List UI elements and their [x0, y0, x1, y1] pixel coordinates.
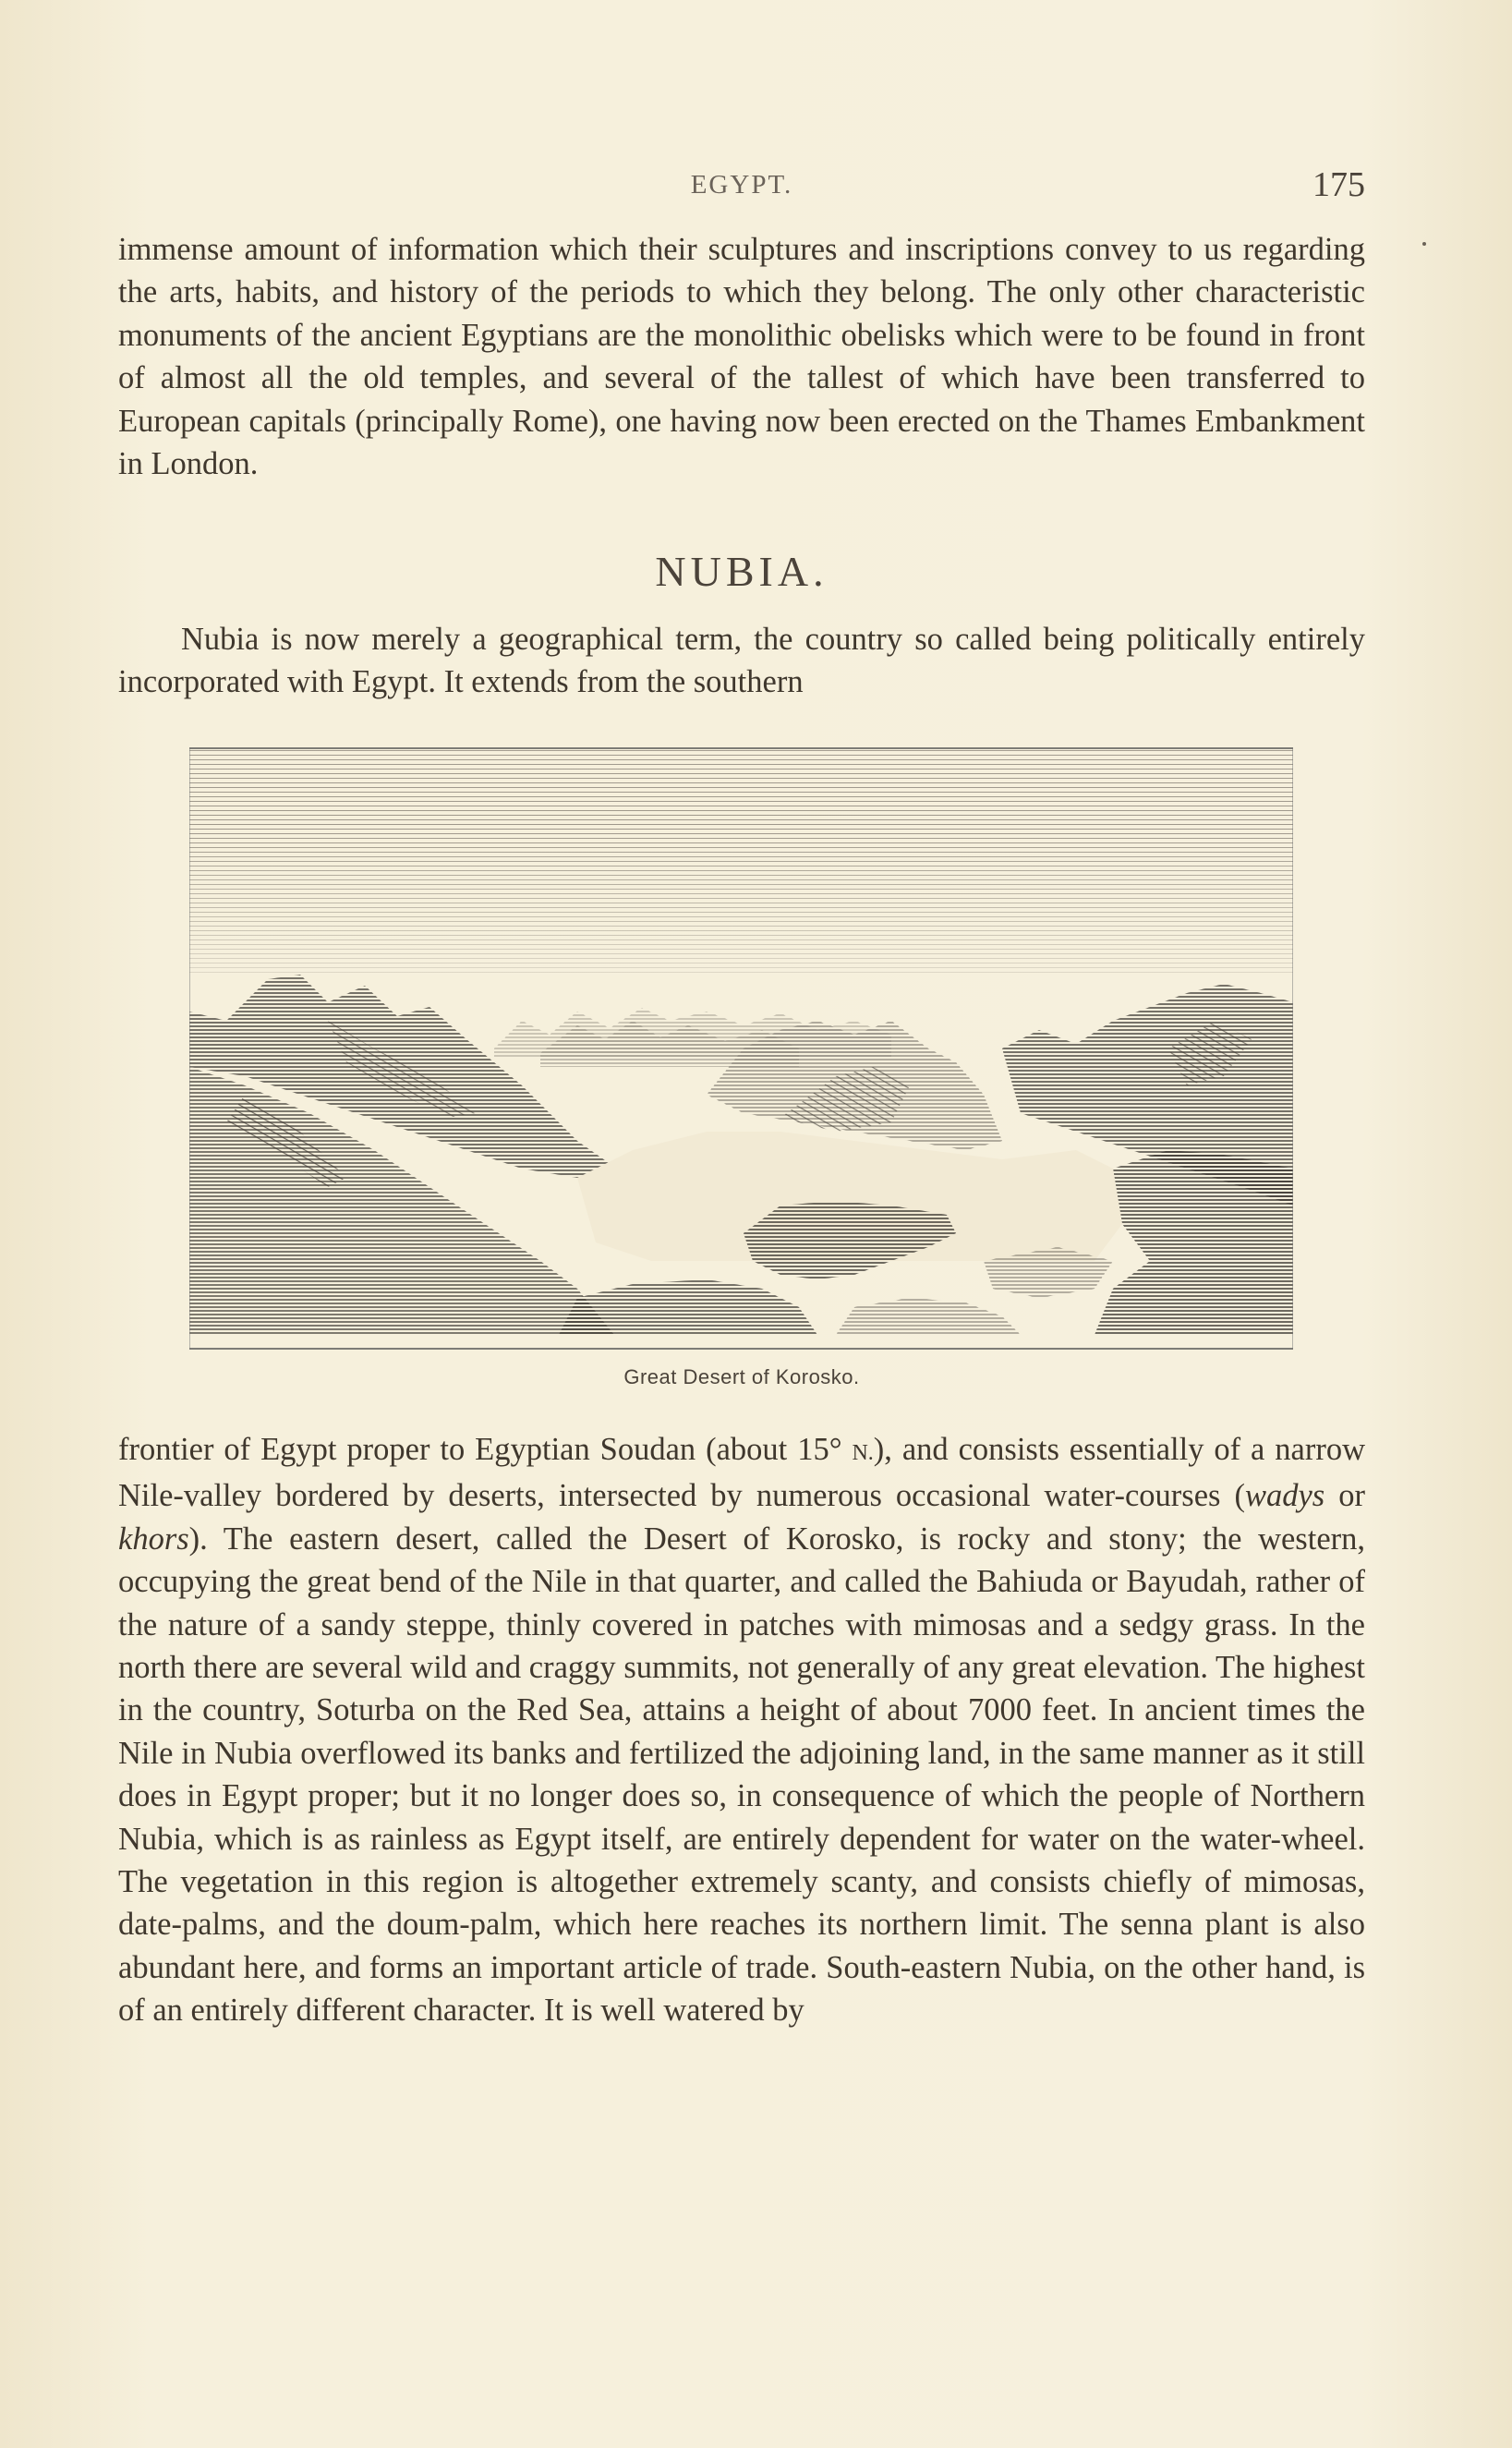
small-caps-abbrev: N.	[852, 1441, 874, 1465]
text-run: ), and consists essentially of a narrow Nile-valley bordered by deserts, intersected by numerous occasional water-courses (	[118, 1432, 1366, 1514]
text-run: ). The eastern desert, called the Desert of Korosko, is rocky and stony; the western, occupying the great bend of the Nile in that quarter, and called the Bahiuda or Bayudah, rather of the nature of a sandy steppe, thinly covered in patches with mimosas and a sedgy grass. In the north there are several wild and craggy summits, not generally of any great elevation. The highest in the country, Soturba on the Red Sea, attains a height of about 7000 feet. In ancient times the Nile in Nubia overflowed its banks and fertilized the adjoining land, in the same manner as it still does in Egypt proper; but it no longer does so, in consequence of which the people of Northern Nubia, which is as rainless as Egypt itself, are entirely dependent for water on the water-wheel. The vegetation in this region is altogether extremely scanty, and consists chiefly of mimosas, date-palms, and the doum-palm, which here reaches its northern limit. The senna plant is also abundant here, and forms an important article of trade. South-eastern Nubia, on the other hand, is of an entirely different character. It is well watered by	[118, 1521, 1365, 2029]
print-speck	[1422, 242, 1426, 246]
italic-term: khors	[118, 1521, 189, 1557]
paragraph-text	[118, 1428, 1365, 2032]
paragraph-text: Nubia is now merely a geographical term, the country so called being politically entirely incorporated with Egypt. It extends from the southern	[118, 622, 1365, 700]
text-run: or	[1325, 1478, 1365, 1514]
page-header	[118, 164, 1365, 211]
running-head: EGYPT.	[690, 170, 793, 200]
page-number: 175	[1312, 165, 1365, 204]
paragraph-continued	[118, 228, 1365, 485]
text-run: frontier of Egypt proper to Egyptian Soudan (about 15°	[118, 1432, 842, 1467]
paragraph-text: immense amount of information which their sculptures and inscriptions convey to us regarding the arts, habits, and history of the periods to which they belong. The only other characteristic monuments of the ancient Egyptians are the monolithic obelisks which were to be found in front of almost all the old temples, and several of the tallest of which have been transferred to European capitals (principally Rome), one having now been erected on the Thames Embankment in London.	[118, 232, 1365, 482]
section-heading: NUBIA.	[655, 548, 829, 595]
paragraph-nubia-description	[118, 1428, 1365, 2032]
paragraph-nubia-intro	[118, 618, 1365, 704]
desert-landscape-engraving	[189, 744, 1293, 1353]
figure-caption: Great Desert of Korosko.	[623, 1365, 860, 1388]
engraving-illustration	[189, 744, 1293, 1353]
italic-term: wadys	[1244, 1478, 1325, 1514]
